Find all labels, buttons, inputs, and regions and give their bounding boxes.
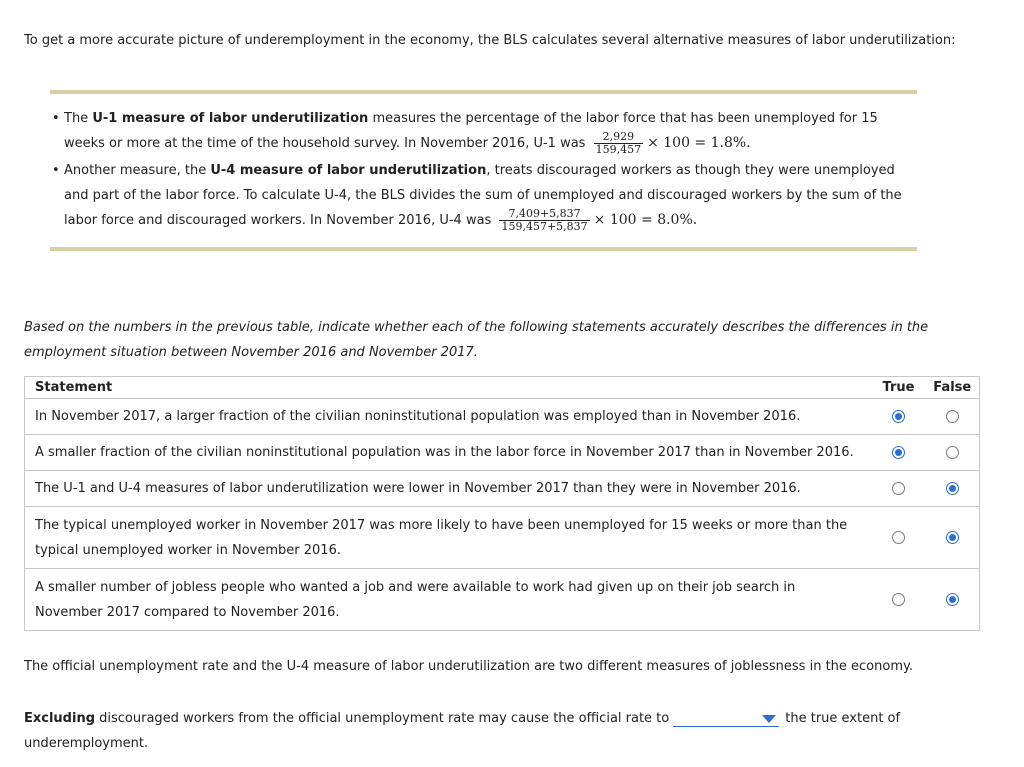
table-header-row (25, 377, 980, 399)
u1-pre: The (64, 111, 93, 126)
table-row (25, 507, 980, 569)
rate-dropdown[interactable] (673, 711, 779, 727)
chevron-down-icon (762, 715, 776, 723)
definitions-callout (50, 90, 917, 251)
u1-result: × 100 = 1.8%. (647, 135, 751, 151)
header-true: True (872, 377, 926, 399)
instructions-text: Based on the numbers in the previous table, indicate whether each of the following statements accurately describes the differences in the employment situation between November 2016 and November 2017. (24, 320, 929, 360)
false-cell (926, 507, 980, 569)
true-radio[interactable] (892, 531, 905, 544)
table-row (25, 471, 980, 507)
statements-table (24, 376, 980, 631)
false-radio[interactable] (946, 410, 959, 423)
u1-post: measures the percentage of the labor force that has been unemployed for 15 weeks or more at the time of the household survey. In November 2016, U-1 was (64, 111, 878, 151)
fill-in-question (24, 706, 904, 756)
statement-text: A smaller fraction of the civilian noninstitutional population was in the labor force in November 2017 than in November 2016. (25, 435, 872, 471)
true-cell (872, 471, 926, 507)
u1-definition (52, 106, 917, 156)
u1-fraction (594, 131, 644, 156)
callout-bottom-rule (50, 247, 917, 251)
header-statement: Statement (25, 377, 872, 399)
summary-text: The official unemployment rate and the U-4 measure of labor underutilization are two different measures of joblessness in the economy. (24, 659, 913, 674)
u4-definition (52, 158, 917, 233)
statement-text: A smaller number of jobless people who wanted a job and were available to work had given up on their job search in November 2017 compared to November 2016. (25, 569, 872, 631)
bullet: • (52, 163, 60, 178)
header-false: False (926, 377, 980, 399)
question-emphasis: Excluding (24, 711, 96, 726)
bullet: • (52, 111, 60, 126)
true-cell (872, 399, 926, 435)
u4-result: × 100 = 8.0%. (593, 212, 698, 228)
true-radio[interactable] (892, 482, 905, 495)
statement-text: In November 2017, a larger fraction of the civilian noninstitutional population was employed than in November 2016. (25, 399, 872, 435)
u4-post: , treats discouraged workers as though they were unemployed and part of the labor force. To calculate U-4, the BLS divides the sum of unemployed and discouraged workers by the sum of the labor force and discouraged workers. In November 2016, U-4 was (64, 163, 902, 228)
u4-numerator: 7,409+5,837 (499, 208, 589, 221)
u1-denominator: 159,457 (595, 143, 642, 156)
u1-numerator: 2,929 (594, 131, 644, 144)
true-radio[interactable] (892, 593, 905, 606)
false-cell (926, 569, 980, 631)
true-cell (872, 435, 926, 471)
true-cell (872, 569, 926, 631)
table-row (25, 435, 980, 471)
false-radio[interactable] (946, 531, 959, 544)
u4-denominator: 159,457+5,837 (501, 220, 588, 233)
true-cell (872, 507, 926, 569)
false-cell (926, 471, 980, 507)
false-radio[interactable] (946, 446, 959, 459)
false-cell (926, 399, 980, 435)
table-row (25, 399, 980, 435)
false-cell (926, 435, 980, 471)
statement-text: The U-1 and U-4 measures of labor underutilization were lower in November 2017 than they were in November 2016. (25, 471, 872, 507)
u4-pre: Another measure, the (64, 163, 211, 178)
u4-fraction (499, 208, 589, 233)
definitions-list (50, 94, 917, 247)
true-radio[interactable] (892, 410, 905, 423)
true-radio[interactable] (892, 446, 905, 459)
statement-text: The typical unemployed worker in November 2017 was more likely to have been unemployed for 15 weeks or more than the typical unemployed worker in November 2016. (25, 507, 872, 569)
u1-term: U-1 measure of labor underutilization (92, 111, 369, 126)
table-row (25, 569, 980, 631)
intro-text: To get a more accurate picture of underemployment in the economy, the BLS calculates several alternative measures of labor underutilization: (24, 33, 956, 48)
question-pre: discouraged workers from the official unemployment rate may cause the official rate to (95, 711, 670, 726)
u4-term: U-4 measure of labor underutilization (210, 163, 487, 178)
false-radio[interactable] (946, 593, 959, 606)
false-radio[interactable] (946, 482, 959, 495)
question-post: the true extent of underemployment. (24, 711, 901, 751)
